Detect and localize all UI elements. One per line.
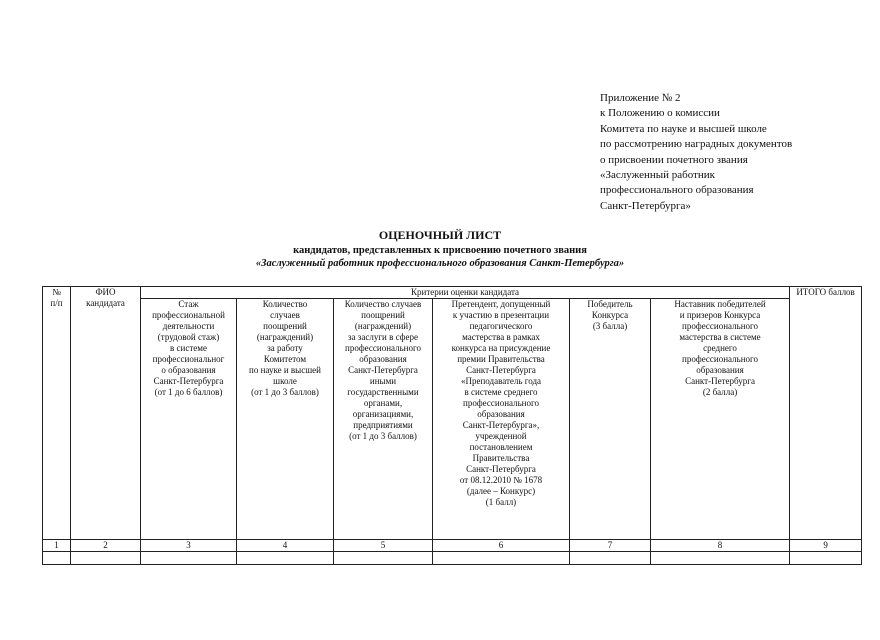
empty-cell (237, 552, 334, 565)
column-number: 7 (570, 540, 651, 552)
appendix-line: профессионального образования (600, 184, 754, 197)
empty-cell (71, 552, 141, 565)
document-title: ОЦЕНОЧНЫЙ ЛИСТ (378, 228, 502, 242)
empty-cell (651, 552, 790, 565)
empty-cell (43, 552, 71, 565)
header-number: № п/п (43, 287, 71, 540)
criterion-other-awards: Количество случаев поощрений (награждений) за заслуги в сфере профессионального образования Санкт-Петербурга иными государственными органами, организациями, предприятиями (от 1 до 3 баллов) (334, 299, 433, 540)
column-number: 9 (790, 540, 862, 552)
appendix-line: «Заслуженный работник (600, 169, 716, 182)
appendix-line: Санкт-Петербурга» (600, 199, 691, 212)
column-number: 5 (334, 540, 433, 552)
header-total: ИТОГО баллов (790, 287, 862, 540)
column-number-row (43, 540, 862, 552)
empty-cell (433, 552, 570, 565)
document-title-block (0, 228, 880, 270)
empty-cell (790, 552, 862, 565)
column-number: 2 (71, 540, 141, 552)
column-number: 1 (43, 540, 71, 552)
criterion-experience: Стаж профессиональной деятельности (трудовой стаж) в системе профессиональног о образования Санкт-Петербурга (от 1 до 6 баллов) (141, 299, 237, 540)
document-subtitle: кандидатов, представленных к присвоению почетного звания (293, 245, 587, 256)
column-number: 6 (433, 540, 570, 552)
appendix-line: к Положению о комиссии (600, 107, 720, 120)
appendix-line: Комитета по науке и высшей школе (600, 122, 767, 135)
criterion-contest-participant: Претендент, допущенный к участию в презентации педагогического мастерства в рамках конкурса на присуждение премии Правительства Санкт-Петербурга «Преподаватель года в системе среднего профессионального образования Санкт-Петербурга», учрежденной постановлением Правительства Санкт-Петербурга от 08.12.2010 № 1678 (далее – Конкурс) (1 балл) (433, 299, 570, 540)
criterion-contest-winner: Победитель Конкурса (3 балла) (570, 299, 651, 540)
appendix-block (600, 91, 792, 214)
evaluation-table (42, 286, 862, 565)
empty-cell (334, 552, 433, 565)
column-number: 3 (141, 540, 237, 552)
empty-data-row (43, 552, 862, 565)
criterion-mentor: Наставник победителей и призеров Конкурса профессионального мастерства в системе среднего профессионального образования Санкт-Петербурга (2 балла) (651, 299, 790, 540)
header-criteria: Критерии оценки кандидата (141, 287, 790, 299)
header-fio: ФИО кандидата (71, 287, 141, 540)
empty-cell (570, 552, 651, 565)
column-number: 8 (651, 540, 790, 552)
award-name: «Заслуженный работник профессионального образования Санкт-Петербурга» (255, 258, 625, 269)
appendix-line: о присвоении почетного звания (600, 153, 748, 166)
criterion-committee-awards: Количество случаев поощрений (награждений) за работу Комитетом по науке и высшей школе (от 1 до 3 баллов) (237, 299, 334, 540)
appendix-line: по рассмотрению наградных документов (600, 138, 793, 151)
column-number: 4 (237, 540, 334, 552)
appendix-line: Приложение № 2 (600, 92, 681, 104)
empty-cell (141, 552, 237, 565)
